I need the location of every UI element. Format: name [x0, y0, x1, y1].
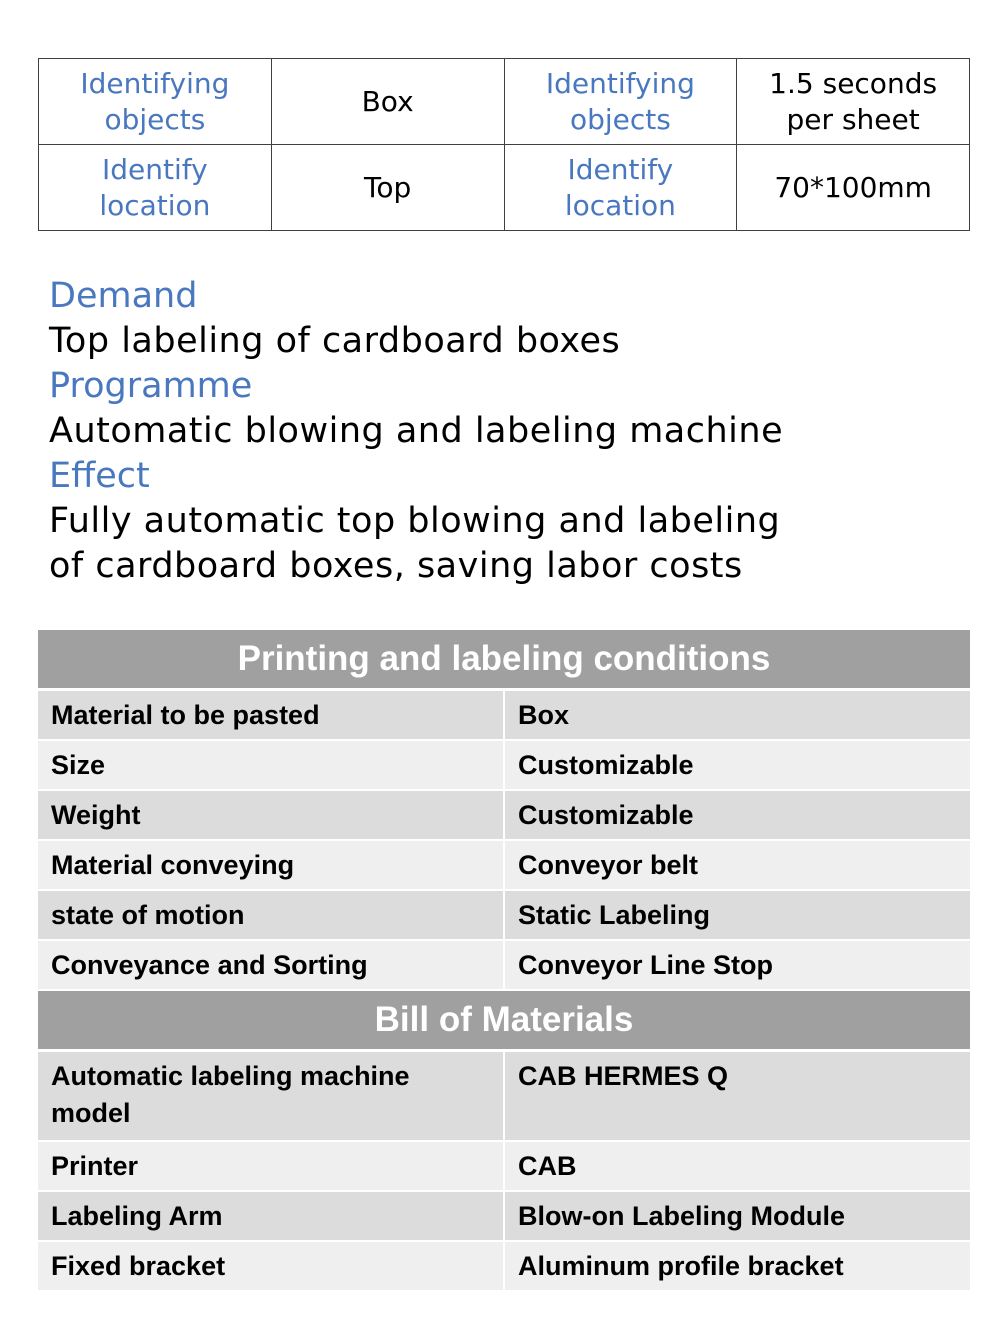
programme-heading: Programme [49, 366, 253, 406]
row-value: Customizable [504, 790, 970, 840]
table-row [38, 890, 970, 940]
table-row [38, 840, 970, 890]
row-value: Blow-on Labeling Module [504, 1191, 970, 1241]
table-row [39, 145, 970, 231]
row-key: Conveyance and Sorting [38, 940, 504, 990]
row-key: Size [38, 740, 504, 790]
row-value: Aluminum profile bracket [504, 1241, 970, 1291]
row-value: CAB [504, 1141, 970, 1191]
row-value: CAB HERMES Q [504, 1051, 970, 1142]
table-row [39, 59, 970, 145]
table-row [38, 740, 970, 790]
table-row [38, 1141, 970, 1191]
section-header [38, 630, 970, 690]
effect-heading: Effect [49, 456, 150, 496]
bom-title: Bill of Materials [38, 990, 970, 1051]
row-key: Automatic labeling machine model [38, 1051, 504, 1142]
identifying-objects-label: Identifying objects [504, 59, 737, 145]
row-key: Material to be pasted [38, 690, 504, 741]
row-key: state of motion [38, 890, 504, 940]
demand-text: Top labeling of cardboard boxes [49, 321, 621, 361]
row-key: Printer [38, 1141, 504, 1191]
table-row [38, 1191, 970, 1241]
row-value: Box [504, 690, 970, 741]
row-value: Conveyor belt [504, 840, 970, 890]
row-key: Fixed bracket [38, 1241, 504, 1291]
identifying-objects-label: Identifying objects [39, 59, 272, 145]
label-size-value: 70*100mm [737, 145, 970, 231]
table-row [38, 940, 970, 990]
identify-location-value: Top [271, 145, 504, 231]
effect-text: Fully automatic top blowing and labeling of cardboard boxes, saving labor costs [49, 501, 781, 586]
programme-text: Automatic blowing and labeling machine [49, 411, 784, 451]
project-summary [49, 274, 979, 589]
row-value: Customizable [504, 740, 970, 790]
table-row [38, 790, 970, 840]
identifying-objects-value: Box [271, 59, 504, 145]
row-key: Material conveying [38, 840, 504, 890]
row-key: Weight [38, 790, 504, 840]
row-key: Labeling Arm [38, 1191, 504, 1241]
identify-location-label: Identify location [39, 145, 272, 231]
conditions-title: Printing and labeling conditions [38, 630, 970, 690]
table-row [38, 690, 970, 741]
identification-table [38, 58, 970, 231]
table-row [38, 1241, 970, 1291]
section-header [38, 990, 970, 1051]
demand-heading: Demand [49, 276, 198, 316]
row-value: Static Labeling [504, 890, 970, 940]
speed-value: 1.5 seconds per sheet [737, 59, 970, 145]
identify-location-label: Identify location [504, 145, 737, 231]
row-value: Conveyor Line Stop [504, 940, 970, 990]
specification-table [38, 630, 970, 1292]
table-row [38, 1051, 970, 1142]
